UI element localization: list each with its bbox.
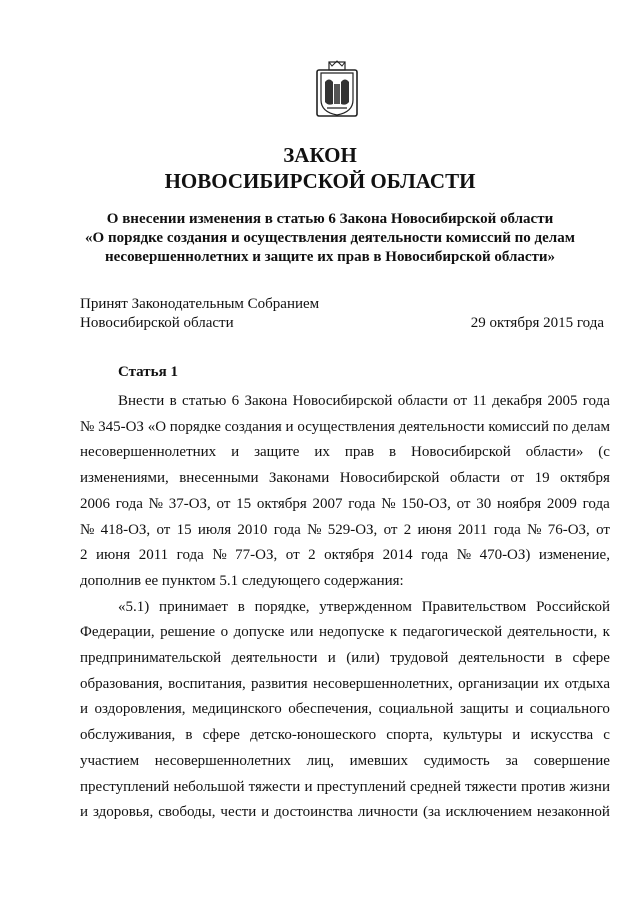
article-word: и <box>285 418 294 435</box>
article-word: допуске <box>233 624 285 641</box>
article-word: к <box>602 624 610 641</box>
article-word: октября <box>560 470 610 487</box>
article-word: и <box>261 804 270 821</box>
article-word: делам <box>572 418 610 435</box>
article-word: октября <box>324 547 375 564</box>
law-title-line1: ЗАКОН <box>283 143 357 167</box>
article-word: июня <box>96 547 131 564</box>
article-word: сфере <box>202 727 240 744</box>
article-word: жизни <box>569 778 610 795</box>
article-word: 418-ОЗ, <box>100 521 151 538</box>
article-word: прав <box>344 444 375 461</box>
article-word: чести <box>220 804 257 821</box>
article-word: 2011 <box>138 547 169 564</box>
article-word: Российской <box>536 598 610 615</box>
article-line <box>80 415 610 441</box>
article-word: социального <box>529 701 610 718</box>
article-word: принимает <box>159 598 228 615</box>
article-word: и <box>512 727 521 744</box>
article-word: статью <box>182 393 227 409</box>
article-word: (с <box>598 444 610 461</box>
article-word: педагогической <box>402 624 503 641</box>
adoption-authority <box>80 295 319 333</box>
article-word: детско-юношеского <box>250 727 377 744</box>
article-word: осуществления <box>297 418 395 435</box>
article-word: деятельности <box>398 418 485 435</box>
article-word: в <box>389 444 397 461</box>
article-word: тяжести <box>248 778 301 795</box>
article-word: года <box>582 495 610 512</box>
article-word: деятельности <box>458 650 545 667</box>
article-line <box>80 595 610 621</box>
article-word: небольшой <box>173 778 245 795</box>
article-body <box>80 389 610 826</box>
article-word: 77-ОЗ, <box>235 547 278 564</box>
article-word: (или) <box>346 650 380 667</box>
article-word: достоинства <box>274 804 353 821</box>
article-word: воспитания, <box>168 675 246 692</box>
article-word: № <box>212 547 227 564</box>
law-title-line2: НОВОСИБИРСКОЙ ОБЛАСТИ <box>164 169 476 193</box>
article-word: № <box>381 495 396 512</box>
article-heading: Статья 1 <box>118 364 178 380</box>
article-word: № <box>527 521 542 538</box>
law-subtitle <box>60 210 600 267</box>
article-word: незаконной <box>536 804 610 821</box>
article-word: здоровья, <box>92 804 154 821</box>
article-word: о <box>220 624 229 641</box>
article-word: № <box>80 521 95 538</box>
article-word: области <box>449 470 500 487</box>
article-word: в <box>555 650 563 667</box>
article-word: обслуживания, <box>80 727 176 744</box>
article-word: утвержденном <box>319 598 412 615</box>
article-word: года <box>348 495 376 512</box>
article-word: решение <box>160 624 216 641</box>
article-word: Новосибирской <box>339 470 440 487</box>
article-word: года <box>421 547 449 564</box>
article-word: изменение, <box>538 547 610 564</box>
article-word: образования, <box>80 675 163 692</box>
coat-of-arms-icon <box>315 60 359 118</box>
adoption-date: 29 октября 2015 года <box>470 315 604 331</box>
article-word: Федерации, <box>80 624 155 641</box>
article-word: против <box>520 778 566 795</box>
article-word: и <box>304 778 313 795</box>
article-word: «О <box>147 418 167 435</box>
article-word: (за <box>422 804 441 821</box>
article-word: культуры <box>443 727 503 744</box>
article-word: 2006 <box>80 495 110 512</box>
article-word: Внести <box>118 393 165 409</box>
article-word: 2 <box>403 521 412 538</box>
article-word: тяжести <box>465 778 517 795</box>
article-line <box>80 800 610 826</box>
article-line <box>80 723 610 749</box>
article-word: № <box>456 547 472 564</box>
article-word: 2 <box>80 547 88 564</box>
article-word: или <box>289 624 314 641</box>
adoption-line: Принят Законодательным Собранием <box>80 296 320 312</box>
article-word: Законами <box>268 470 330 487</box>
article-word: недопуске <box>318 624 385 641</box>
article-word: деятельности <box>231 650 318 667</box>
article-word: 37-ОЗ, <box>168 495 211 512</box>
article-word: 150-ОЗ, <box>401 495 451 512</box>
article-word: от <box>216 495 231 512</box>
article-word: внесенными <box>179 470 259 487</box>
article-word: несовершеннолетних <box>154 752 291 769</box>
article-word: спорта, <box>386 727 433 744</box>
article-word: июня <box>417 521 452 538</box>
article-word: 2010 <box>237 521 268 538</box>
article-word: участием <box>80 752 140 769</box>
article-line <box>80 389 610 415</box>
article-word: в <box>237 598 245 615</box>
article-word: обеспечения, <box>288 701 373 718</box>
article-word: области» <box>525 444 584 461</box>
article-word: искусства <box>530 727 594 744</box>
article-word: 2 <box>308 547 316 564</box>
article-word: «5.1) <box>118 598 150 615</box>
article-word: предпринимательской <box>80 650 222 667</box>
article-word: 2009 <box>546 495 577 512</box>
article-word: 2014 <box>382 547 413 564</box>
article-word: области <box>397 393 448 409</box>
article-word: в <box>169 393 177 409</box>
article-word: трудовой <box>390 650 449 667</box>
article-word: несовершеннолетних <box>80 444 217 461</box>
article-word: 2011 <box>457 521 488 538</box>
article-word: Закона <box>244 393 288 409</box>
article-word: № <box>148 495 163 512</box>
article-word: порядке, <box>254 598 310 615</box>
article-word: с <box>603 727 610 744</box>
article-word: 6 <box>231 393 240 409</box>
article-word: 345-ОЗ <box>98 418 144 435</box>
article-word: Новосибирской <box>411 444 511 461</box>
adoption-line: Новосибирской области <box>80 315 234 331</box>
article-word: отдыха <box>564 675 610 692</box>
subtitle-line: несовершеннолетних и защите их прав в Новосибирской области» <box>104 249 556 265</box>
article-word: судимость <box>423 752 490 769</box>
article-word: 19 <box>534 470 550 487</box>
subtitle-line: «О порядке создания и осуществления деятельности комиссий по делам <box>85 230 575 246</box>
article-word: деятельности, <box>507 624 598 641</box>
article-line <box>80 620 610 646</box>
article-word: Новосибирской <box>292 393 393 409</box>
article-word: от <box>453 393 468 409</box>
article-line <box>80 518 610 544</box>
article-line <box>80 672 610 698</box>
article-word: защите <box>254 444 300 461</box>
article-word: от <box>596 521 610 538</box>
article-line <box>80 646 610 672</box>
article-word: социальной <box>378 701 454 718</box>
article-word: их <box>543 675 560 692</box>
article-word: 2007 <box>312 495 343 512</box>
article-word: изменениями, <box>80 470 169 487</box>
article-word: и <box>80 804 89 821</box>
article-word: декабря <box>492 393 543 409</box>
article-word: октября <box>256 495 307 512</box>
article-word: преступлений <box>80 778 170 795</box>
article-word: ноября <box>496 495 542 512</box>
article-word: и <box>80 701 89 718</box>
article-word: 2005 <box>547 393 578 409</box>
article-word: года <box>493 521 521 538</box>
article-line <box>80 749 610 775</box>
article-word: от <box>156 521 171 538</box>
article-line <box>80 440 610 466</box>
article-word: организации <box>458 675 539 692</box>
article-word: порядке <box>169 418 221 435</box>
article-word: года <box>176 547 204 564</box>
article-word: от <box>456 495 471 512</box>
article-word: по <box>552 418 569 435</box>
article-word: лиц, <box>306 752 334 769</box>
article-word: 15 <box>236 495 252 512</box>
article-word: и <box>231 444 240 461</box>
article-word: дополнив ее пунктом 5.1 следующего содержания: <box>80 572 404 589</box>
article-word: преступлений <box>316 778 406 795</box>
article-word: создания <box>224 418 282 435</box>
article-word: к <box>389 624 398 641</box>
article-word: в <box>185 727 193 744</box>
article-word: Правительством <box>421 598 527 615</box>
article-line <box>80 466 610 492</box>
article-word: от <box>510 470 525 487</box>
article-line <box>80 492 610 518</box>
article-word: года <box>115 495 143 512</box>
article-word: № <box>307 521 322 538</box>
subtitle-line: О внесении изменения в статью 6 Закона Новосибирской области <box>106 211 554 227</box>
article-word: исключением <box>445 804 532 821</box>
article-line <box>80 569 610 595</box>
article-word: от <box>383 521 398 538</box>
article-word: 529-ОЗ, <box>327 521 378 538</box>
article-word: 470-ОЗ) <box>479 547 531 564</box>
article-word: года <box>273 521 301 538</box>
article-word: от <box>285 547 300 564</box>
article-word: и <box>515 701 524 718</box>
article-word: средней <box>410 778 462 795</box>
article-line <box>80 775 610 801</box>
article-word: несовершеннолетних, <box>312 675 453 692</box>
article-word: и <box>327 650 336 667</box>
article-word: 11 <box>472 393 487 409</box>
article-word: июля <box>197 521 232 538</box>
article-line <box>80 697 610 723</box>
article-word: их <box>314 444 330 461</box>
article-word: за <box>505 752 519 769</box>
article-word: совершение <box>533 752 610 769</box>
article-word: сфере <box>572 650 610 667</box>
article-word: свободы, <box>158 804 216 821</box>
article-word: года <box>582 393 610 409</box>
article-word: оздоровления, <box>94 701 186 718</box>
article-word: защиты <box>459 701 509 718</box>
article-word: медицинского <box>192 701 282 718</box>
article-word: развития <box>251 675 308 692</box>
article-word: 30 <box>476 495 492 512</box>
article-word: 76-ОЗ, <box>547 521 590 538</box>
article-word: № <box>80 418 95 435</box>
article-word: 15 <box>176 521 192 538</box>
article-line <box>80 543 610 569</box>
article-word: комиссий <box>488 418 549 435</box>
article-word: имевших <box>349 752 408 769</box>
article-word: личности <box>357 804 419 821</box>
